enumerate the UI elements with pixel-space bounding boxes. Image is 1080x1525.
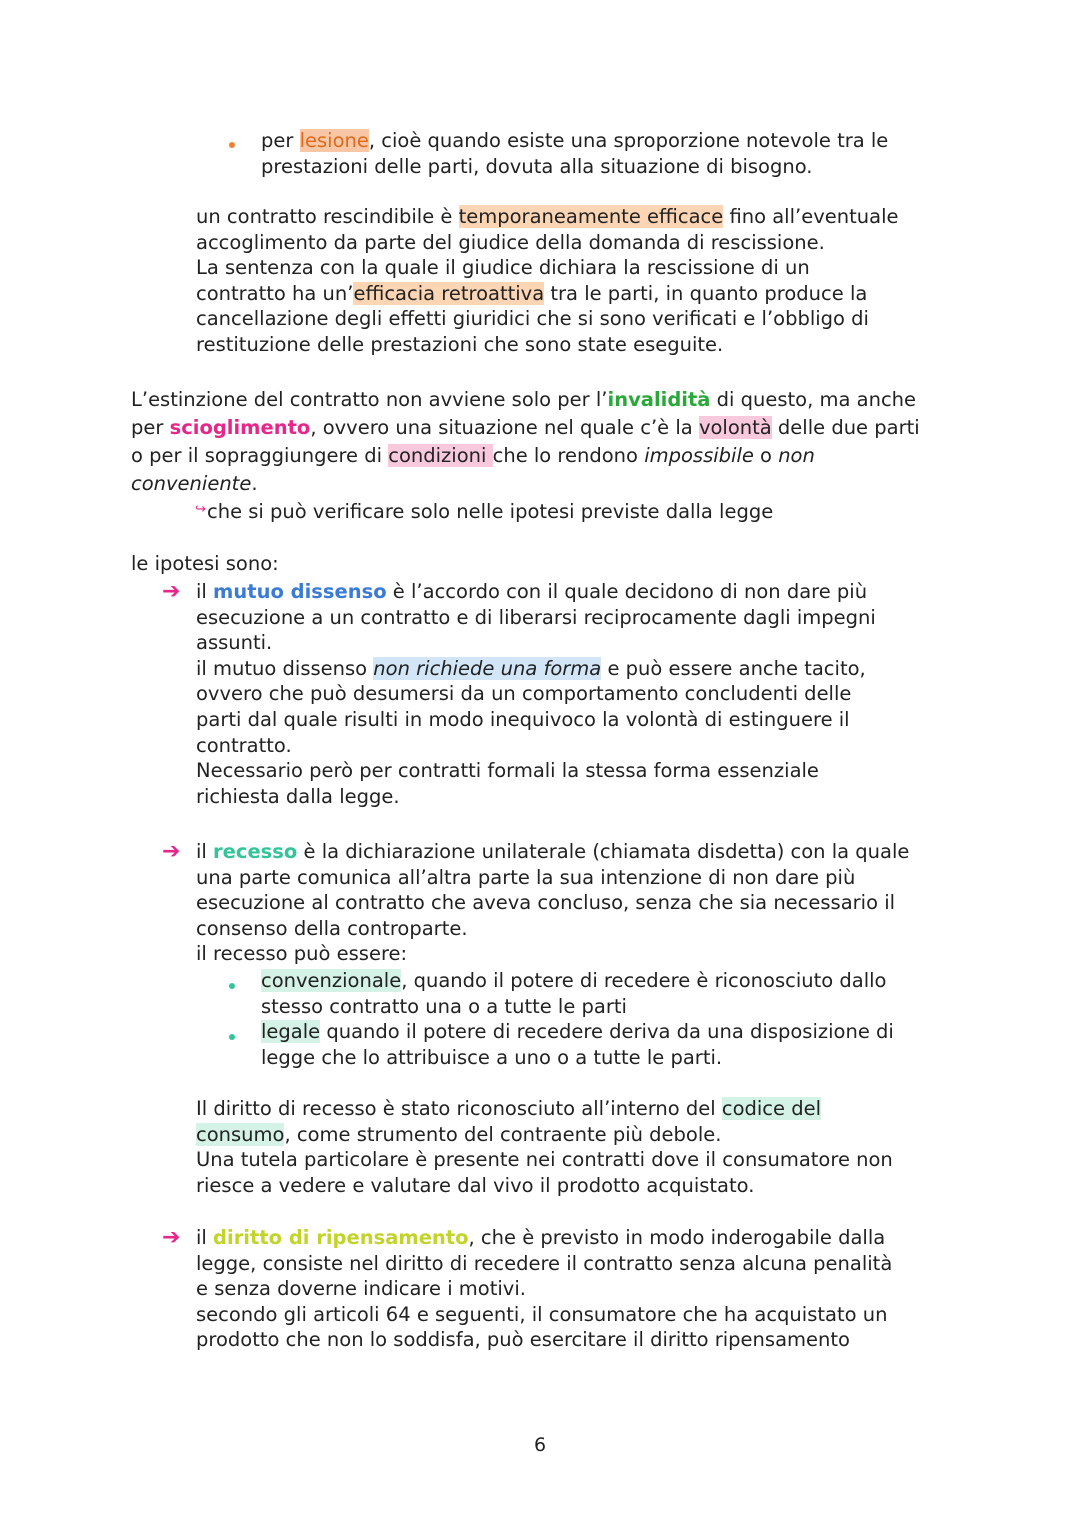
text-line: La sentenza con la quale il giudice dichiara la rescissione di un [196, 256, 810, 280]
text-span: è l’accordo con il quale decidono di non dare più [386, 580, 868, 603]
scioglimento-keyword: scioglimento [169, 416, 311, 439]
text-span: quando il potere di recedere deriva da una disposizione di [320, 1020, 894, 1043]
text-span: . [251, 472, 258, 495]
text-span: , che è previsto in modo inderogabile dalla [468, 1226, 886, 1249]
orange-bullet-icon [229, 142, 235, 148]
text-span: tra le parti, in quanto produce la [544, 281, 868, 305]
text-line: una parte comunica all’altra parte la sua intenzione di non dare più [196, 865, 856, 889]
text-line [261, 968, 887, 994]
mutuo-dissenso-section [196, 579, 876, 809]
recesso-section [196, 839, 909, 967]
text-span: , quando il potere di recedere è riconosciuto dallo [401, 969, 887, 992]
estinzione-subnote [207, 499, 773, 525]
impossibile-italic: impossibile [644, 444, 754, 467]
arrow-right-icon: ➔ [162, 1225, 181, 1250]
text-span: e può essere anche tacito, [601, 656, 866, 680]
text-span: il [196, 580, 214, 603]
text-line: assunti. [196, 631, 273, 655]
non-richiede-forma-highlight: non richiede una forma [373, 656, 602, 680]
text-span: di questo, ma anche [710, 388, 917, 411]
text-line: Necessario però per contratti formali la stessa forma essenziale [196, 759, 819, 783]
text-span: o [753, 444, 779, 467]
text-span: Il diritto di recesso è stato riconosciuto all’interno del [196, 1097, 722, 1120]
text-span: il [196, 1226, 214, 1249]
text-line: le ipotesi sono: [131, 552, 279, 575]
text-span: , come strumento del contraente più debole. [284, 1122, 722, 1146]
text-line: parti dal quale risulti in modo inequivoco la volontà di estinguere il [196, 707, 850, 731]
page-number: 6 [533, 1434, 547, 1456]
diritto-ripensamento-keyword: diritto di ripensamento [213, 1226, 469, 1249]
efficacia-retroattiva-highlight: efficacia retroattiva [353, 281, 545, 305]
text-line: Una tutela particolare è presente nei contratti dove il consumatore non [196, 1148, 893, 1172]
text-line: esecuzione al contratto che aveva concluso, senza che sia necessario il [196, 891, 896, 915]
text-span: L’estinzione del contratto non avviene solo per l’ [131, 388, 608, 411]
text-line: legge che lo attribuisce a uno o a tutte le parti. [261, 1045, 723, 1069]
text-line: prestazioni delle parti, dovuta alla situazione di bisogno. [261, 154, 813, 178]
text-line: secondo gli articoli 64 e seguenti, il consumatore che ha acquistato un [196, 1302, 888, 1326]
text-span: che lo rendono [492, 444, 645, 467]
text-span: , ovvero una situazione nel quale c’è la [310, 416, 699, 439]
non-italic: non [778, 444, 815, 467]
text-line: contratto. [196, 733, 292, 757]
legale-bullet [261, 1019, 894, 1070]
text-line: riesce a vedere e valutare dal vivo il prodotto acquistato. [196, 1173, 755, 1197]
teal-bullet-icon [229, 1034, 235, 1040]
text-span: è la dichiarazione unilaterale (chiamata disdetta) con la quale [297, 840, 910, 863]
text-line: accoglimento da parte del giudice della domanda di rescissione. [196, 230, 825, 254]
text-line [196, 579, 876, 605]
text-line [131, 442, 920, 470]
text-line [196, 1122, 893, 1148]
text-line: legge, consiste nel diritto di recedere il contratto senza alcuna penalità [196, 1251, 893, 1275]
arrow-right-icon: ➔ [162, 579, 181, 604]
text-span: per [261, 129, 300, 152]
legale-highlight: legale [261, 1020, 321, 1043]
codice-del-highlight: codice del [721, 1097, 822, 1120]
text-span: il mutuo dissenso [196, 656, 374, 680]
text-line [196, 1225, 892, 1251]
text-line [261, 1019, 894, 1045]
text-span: o per il sopraggiungere di [131, 444, 389, 467]
ripensamento-section [196, 1225, 892, 1353]
text-line: restituzione delle prestazioni che sono state eseguite. [196, 332, 724, 356]
lesione-highlight: lesione [299, 129, 369, 152]
diritto-recesso-paragraph [196, 1096, 893, 1198]
text-line [131, 470, 920, 498]
text-span: il [196, 840, 214, 863]
text-line: prodotto che non lo soddisfa, può esercitare il diritto ripensamento [196, 1328, 850, 1352]
text-span: contratto ha un’ [196, 281, 354, 305]
text-line: il recesso può essere: [196, 942, 408, 966]
text-line: ovvero che può desumersi da un comportamento concludenti delle [196, 682, 852, 706]
text-span: , cioè quando esiste una sproporzione notevole tra le [368, 129, 889, 152]
curved-arrow-icon: ↪ [195, 502, 206, 517]
text-span: per [131, 416, 170, 439]
condizioni-highlight: condizioni [388, 444, 493, 467]
convenzionale-bullet [261, 968, 887, 1019]
teal-bullet-icon [229, 983, 235, 989]
recesso-keyword: recesso [213, 840, 298, 863]
consumo-highlight: consumo [196, 1122, 285, 1146]
text-line [131, 386, 920, 414]
text-line [196, 839, 909, 865]
text-line: consenso della controparte. [196, 916, 468, 940]
text-line: stesso contratto una o a tutte le parti [261, 994, 627, 1018]
arrow-right-icon: ➔ [162, 839, 181, 864]
lesione-bullet-text [261, 128, 888, 179]
text-line [196, 281, 898, 307]
conveniente-italic: conveniente [131, 472, 252, 495]
text-line: e senza doverne indicare i motivi. [196, 1277, 526, 1301]
mutuo-dissenso-keyword: mutuo dissenso [213, 580, 387, 603]
text-line [196, 204, 898, 230]
rescindibile-paragraph [196, 204, 898, 358]
text-line: cancellazione degli effetti giuridici che si sono verificati e l’obbligo di [196, 307, 869, 331]
text-line: che si può verificare solo nelle ipotesi previste dalla legge [207, 500, 774, 523]
volonta-highlight: volontà [698, 416, 772, 439]
text-line [131, 414, 920, 442]
text-span: fino all’eventuale [723, 205, 899, 228]
text-line [196, 656, 876, 682]
text-span: delle due parti [771, 416, 920, 439]
text-line [261, 128, 888, 154]
ipotesi-label [131, 551, 279, 577]
estinzione-paragraph [131, 386, 920, 498]
temporaneamente-efficace-highlight: temporaneamente efficace [458, 205, 724, 228]
convenzionale-highlight: convenzionale [261, 969, 402, 992]
invalidita-keyword: invalidità [607, 388, 711, 411]
text-line: richiesta dalla legge. [196, 784, 400, 808]
text-line: esecuzione a un contratto e di liberarsi reciprocamente dagli impegni [196, 605, 876, 629]
text-line [196, 1096, 893, 1122]
text-span: un contratto rescindibile è [196, 205, 459, 228]
